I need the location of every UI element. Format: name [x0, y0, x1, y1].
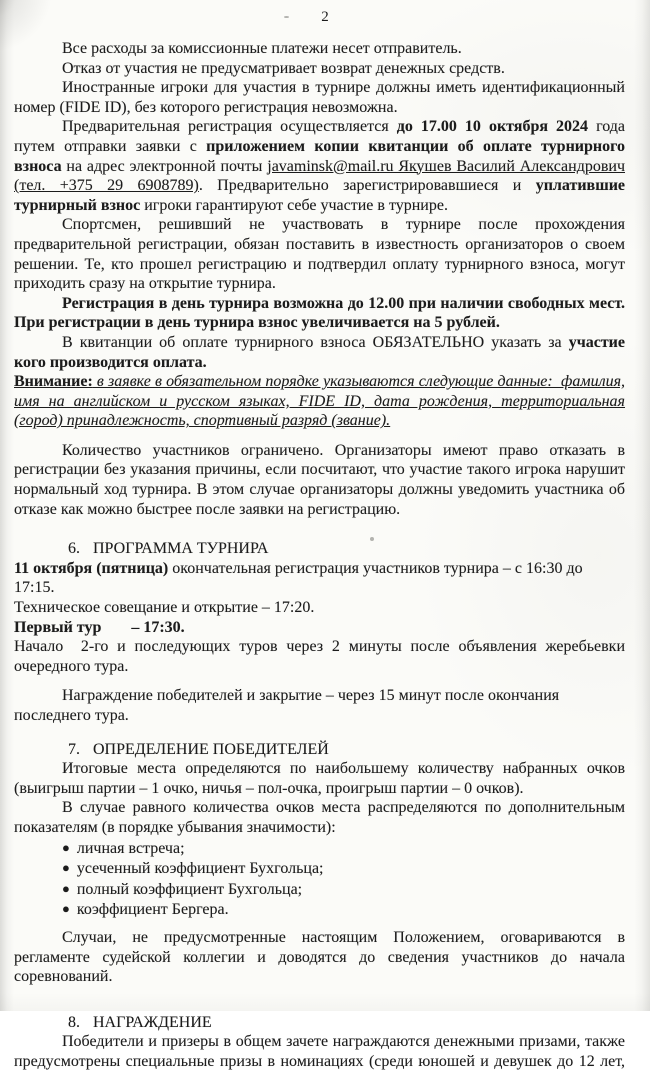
bullet-icon: ●: [62, 839, 70, 855]
paragraph: [14, 686, 625, 725]
text-run: полный коэффициент Бухгольца;: [76, 880, 303, 898]
text-run: года путем отправки заявки с: [14, 118, 626, 155]
text-run: – 17:30.: [131, 618, 185, 636]
paragraph: [14, 294, 625, 333]
scan-speck: [284, 16, 289, 18]
text-run: Спортсмен, решивший не участвовать в турнире после прохождения предварительной регистрации, обязан поставить в известность организаторов о своем решении. Те, кто прошел регистрацию и подтвердил оплату турнирного взноса, могут приходить сразу на открытие турнира.: [14, 216, 625, 293]
text-run: . Предварительно зарегистрировавшиеся и: [198, 177, 536, 195]
document-body: [14, 39, 625, 1072]
text-run: личная встреча;: [76, 839, 185, 857]
bullet-icon: ●: [62, 901, 70, 917]
section-heading: [68, 740, 625, 760]
text-run: Иностранные игроки для участия в турнире должны иметь идентификационный номер (FIDE ID), без которого регистрация невозможна.: [14, 79, 625, 116]
text-run: Итоговые места определяются по наибольшему количеству набранных очков (выигрыш партии – 1 очко, ничья – пол-очка, проигрыш партии – 0 очков).: [14, 760, 625, 797]
section-number: 8.: [68, 1013, 80, 1031]
text-run: Предварительная регистрация осуществляется: [62, 118, 397, 136]
paragraph: [14, 117, 625, 215]
section-heading: [68, 1013, 625, 1033]
text-run: Количество участников ограничено. Организаторы имеют право отказать в регистрации без указания причины, если посчитают, что участие такого игрока нарушит нормальный ход турнира. В этом случае организаторы должны уведомить участника об отказе как можно быстрее после заявки на регистрацию.: [14, 441, 625, 518]
paragraph: [14, 215, 625, 293]
section-number: 7.: [68, 740, 80, 758]
paragraph: [14, 39, 625, 59]
text-run: Награждение победителей и закрытие – через 15 минут после окончания последнего тура.: [14, 687, 560, 724]
text-run: окончательная регистрация участников турнира – с 16:30 до 17:15.: [14, 559, 583, 597]
text-run: Случаи, не предусмотренные настоящим Положением, оговариваются в регламенте судейской коллегии и доводятся до сведения участников до начала соревнований.: [14, 928, 625, 986]
paragraph: [14, 441, 625, 519]
section-title: НАГРАЖДЕНИЕ: [93, 1013, 212, 1031]
section-title: ОПРЕДЕЛЕНИЕ ПОБЕДИТЕЛЕЙ: [93, 740, 329, 758]
paragraph: [14, 798, 625, 837]
bullet-item: [62, 899, 625, 920]
paragraph: [14, 559, 625, 598]
paragraph: [14, 598, 625, 618]
scan-speck: [523, 956, 526, 959]
paragraph: [14, 372, 625, 431]
text-run: уплатившие турнирный взнос: [14, 177, 626, 214]
bullet-icon: ●: [62, 860, 70, 876]
section-number: 6.: [68, 540, 80, 558]
text-run: коэффициент Бергера.: [76, 901, 229, 919]
text-run: Внимание:: [14, 373, 93, 391]
bullet-item: [62, 858, 625, 879]
text-run: усеченный коэффициент Бухгольца;: [76, 860, 324, 878]
bullet-icon: ●: [62, 880, 70, 896]
scan-speck: [370, 537, 374, 541]
paragraph: [14, 78, 625, 117]
bullet-item: [62, 879, 625, 900]
bullet-item: [62, 838, 625, 859]
text-run: В квитанции об оплате турнирного взноса ОБЯЗАТЕЛЬНО указать за: [62, 333, 569, 351]
paragraph: [14, 59, 625, 79]
text-run: участие кого производится оплата.: [14, 333, 625, 371]
text-run: Отказ от участия не предусматривает возврат денежных средств.: [62, 59, 505, 77]
text-run: на адрес электронной почты: [61, 157, 268, 175]
paragraph: [14, 928, 625, 987]
page-number: 2: [321, 9, 329, 25]
paragraph: [14, 618, 625, 638]
text-run: Первый тур: [14, 618, 102, 636]
section-title: ПРОГРАММА ТУРНИРА: [93, 540, 269, 558]
text-run: приложением копии квитанции об оплате турнирного взноса: [14, 137, 625, 175]
text-run: Регистрация в день турнира возможна до 12.00 при наличии свободных мест. При регистрации в день турнира взнос увеличивается на 5 рублей.: [14, 294, 625, 332]
section-heading: [68, 539, 625, 559]
text-run: В случае равного количества очков места распределяются по дополнительным показателям (в порядке убывания значимости):: [14, 799, 625, 836]
paragraph: [14, 637, 625, 676]
text-run: Техническое совещание и открытие – 17:20.: [14, 599, 315, 617]
paragraph: [14, 1032, 625, 1071]
text-run: Победители и призеры в общем зачете награждаются денежными призами, также предусмотрены специальные призы в номинациях (среди юношей и девушек до 12 лет,: [14, 1033, 625, 1070]
text-run: игроки гарантируют себе участие в турнире.: [140, 196, 448, 214]
text-run: Все расходы за комиссионные платежи несет отправитель.: [62, 40, 462, 57]
text-run: в заявке в обязательном порядке указываются следующие данные: фамилия, имя на английском и русском языках, FIDE ID, дата рождения, территориальная (город) принадлежность, спортивный разряд (звание).: [14, 373, 625, 430]
paragraph: [14, 759, 625, 798]
paragraph: [14, 333, 625, 372]
text-run: Начало 2-го и последующих туров через 2 минуты после объявления жеребьевки очередного тура.: [14, 638, 625, 675]
text-run: до 17.00 10 октября 2024: [396, 118, 589, 136]
text-run: 11 октября (пятница): [14, 559, 169, 577]
text-run: javaminsk@mail.ru Якушев Василий Александрович (тел. +375 29 6908789): [14, 157, 625, 195]
